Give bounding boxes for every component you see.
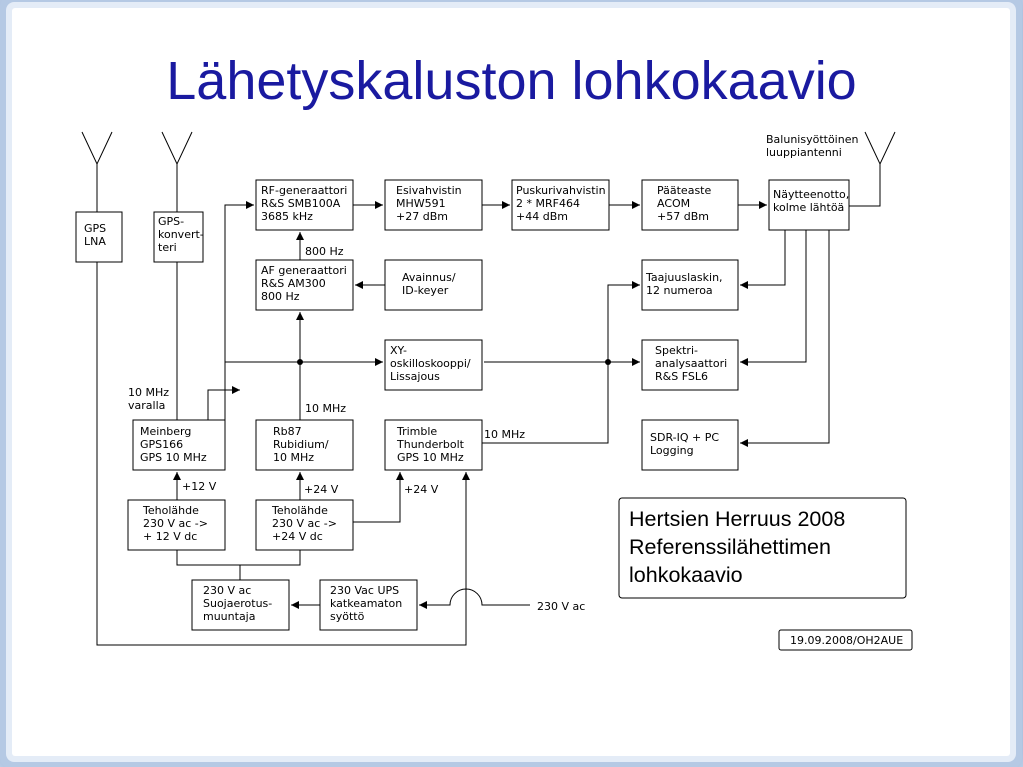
antenna-gps-lna-icon (82, 132, 112, 212)
svg-text:XY-oskilloskooppi/Lissajous: XY-oskilloskooppi/ Lissajous (390, 344, 471, 383)
svg-text:SDR-IQ + PCLogging: SDR-IQ + PC Logging (650, 431, 720, 457)
svg-text:800 Hz: 800 Hz (305, 245, 344, 258)
svg-text:Rb87Rubidium/10 MHz: Rb87 Rubidium/ 10 MHz (273, 425, 329, 464)
slide-title: Lähetyskaluston lohkokaavio (166, 51, 857, 111)
svg-text:230 Vac UPSkatkeamatonsyöttö: 230 Vac UPS katkeamaton syöttö (330, 584, 403, 623)
svg-text:10 MHz: 10 MHz (305, 402, 347, 415)
svg-text:Avainnus/ID-keyer: Avainnus/ ID-keyer (402, 271, 456, 297)
svg-text:AF generaattoriR&S AM300800 Hz: AF generaattori R&S AM300 800 Hz (261, 264, 347, 303)
svg-text:MeinbergGPS166GPS 10 MHz: Meinberg GPS166 GPS 10 MHz (140, 425, 207, 464)
svg-text:GPS-konvert-teri: GPS-konvert-teri (158, 215, 204, 254)
svg-text:10 MHz: 10 MHz (484, 428, 526, 441)
svg-text:Taajuuslaskin,12 numeroa: Taajuuslaskin, 12 numeroa (646, 271, 723, 297)
svg-text:Spektri-analysaattoriR&S FSL6: Spektri-analysaattori R&S FSL6 (655, 344, 728, 383)
note-line-3: lohkokaavio (629, 563, 743, 587)
svg-text:230 V acSuojaerotus-muuntaja: 230 V ac Suojaerotus-muuntaja (203, 584, 273, 623)
svg-text:PääteasteACOM+57 dBm: Pääteaste ACOM +57 dBm (657, 184, 712, 223)
svg-text:Teholähde230 V ac ->+ 12 V dc: Teholähde 230 V ac -> + 12 V dc (143, 504, 208, 543)
svg-text:Balunisyöttöinenluuppiantenni: Balunisyöttöinen luuppiantenni (766, 133, 859, 159)
svg-text:+24 V: +24 V (304, 483, 339, 496)
svg-text:TrimbleThunderboltGPS 10 MHz: Trimble Thunderbolt GPS 10 MHz (397, 425, 464, 464)
svg-text:Teholähde230 V ac ->+24 V dc: Teholähde 230 V ac -> +24 V dc (272, 504, 337, 543)
svg-text:10 MHzvaralla: 10 MHz varalla (128, 386, 170, 412)
antenna-gps-conv-icon (162, 132, 192, 212)
svg-text:+24 V: +24 V (404, 483, 439, 496)
svg-text:Näytteenotto,kolme lähtöä: Näytteenotto, kolme lähtöä (773, 188, 850, 214)
svg-text:EsivahvistinMHW591+27 dBm: Esivahvistin MHW591 +27 dBm (396, 184, 462, 223)
svg-text:GPSLNA: GPS LNA (84, 222, 107, 248)
svg-text:RF-generaattoriR&S SMB100A3685: RF-generaattori R&S SMB100A 3685 kHz (261, 184, 348, 223)
date-label: 19.09.2008/OH2AUE (790, 634, 904, 647)
note-line-1: Hertsien Herruus 2008 (629, 507, 846, 531)
svg-text:+12 V: +12 V (182, 480, 217, 493)
svg-text:230 V ac: 230 V ac (537, 600, 586, 613)
svg-text:Puskurivahvistin2 * MRF464+44: Puskurivahvistin 2 * MRF464 +44 dBm (516, 184, 606, 223)
note-line-2: Referenssilähettimen (629, 535, 831, 559)
